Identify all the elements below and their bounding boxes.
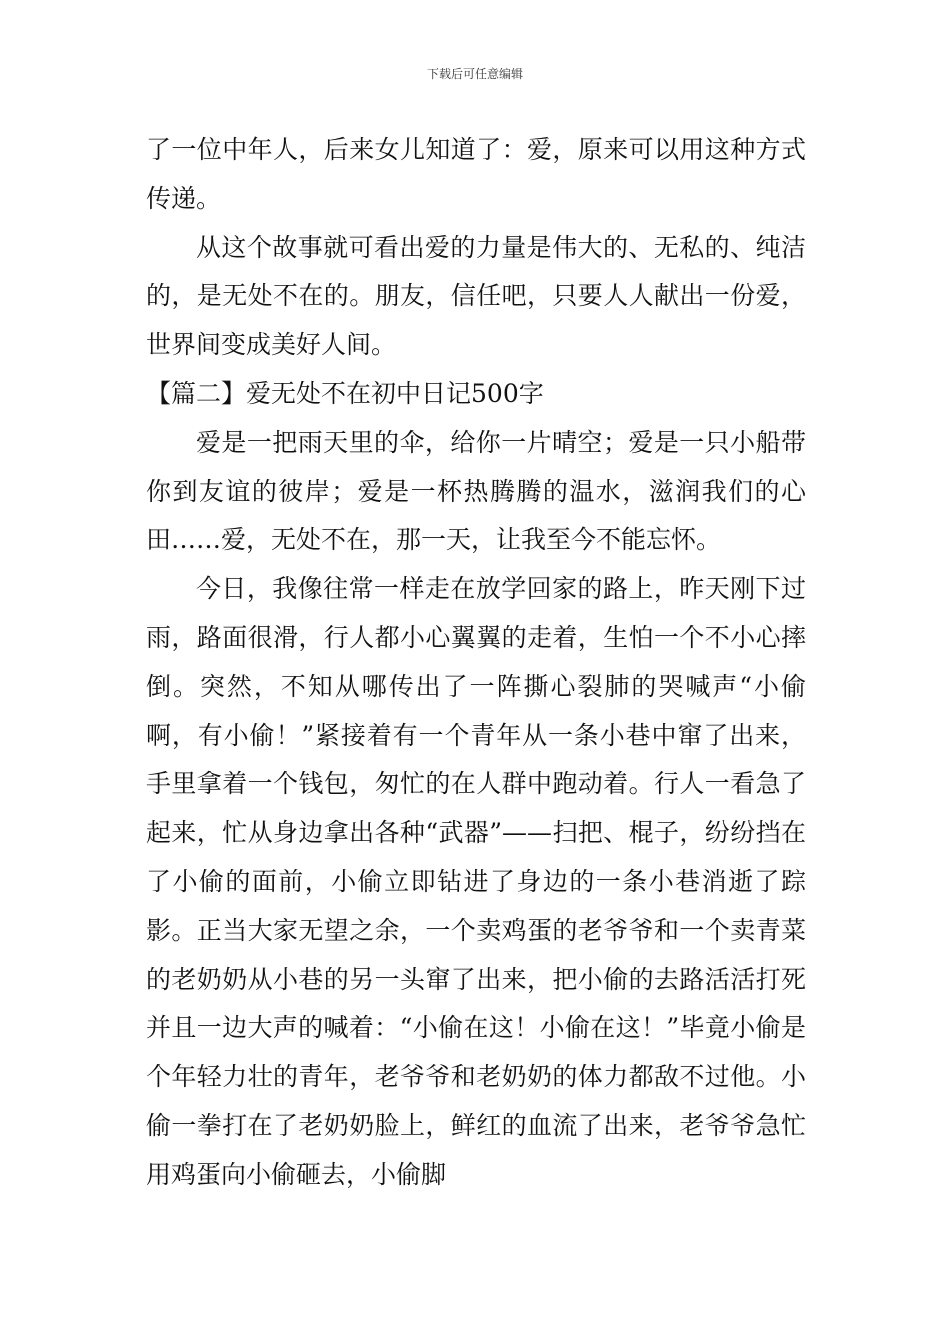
paragraph-intro: 爱是一把雨天里的伞，给你一片晴空；爱是一只小船带你到友谊的彼岸；爱是一杯热腾腾的温水，滋润我们的心田……爱，无处不在，那一天，让我至今不能忘怀。 [146, 427, 806, 555]
section-heading: 【篇二】爱无处不在初中日记500字 [146, 378, 544, 408]
paragraph-story: 今日，我像往常一样走在放学回家的路上，昨天刚下过雨，路面很滑，行人都小心翼翼的走着，生怕一个不小心摔倒。突然，不知从哪传出了一阵撕心裂肺的哭喊声“小偷啊，有小偷！”紧接着有一个青年从一条小巷中窜了出来，手里拿着一个钱包，匆忙的在人群中跑动着。行人一看急了起来，忙从身边拿出各种“武器”——扫把、棍子，纷纷挡在了小偷的面前，小偷立即钻进了身边的一条小巷消逝了踪影。正当大家无望之余，一个卖鸡蛋的老爷爷和一个卖青菜的老奶奶从小巷的另一头窜了出来，把小偷的去路活活打死并且一边大声的喊着：“小偷在这！小偷在这！”毕竟小偷是个年轻力壮的青年，老爷爷和老奶奶的体力都敌不过他。小偷一拳打在了老奶奶脸上，鲜红的血流了出来，老爷爷急忙用鸡蛋向小偷砸去，小偷脚 [146, 574, 806, 1189]
page-header: 下载后可任意编辑 [426, 67, 523, 81]
document-body [146, 126, 806, 1200]
paragraph-continuation: 了一位中年人，后来女儿知道了：爱，原来可以用这种方式传递。 [146, 135, 806, 213]
paragraph-conclusion: 从这个故事就可看出爱的力量是伟大的、无私的、纯洁的，是无处不在的。朋友，信任吧，只要人人献出一份爱，世界间变成美好人间。 [146, 232, 806, 360]
